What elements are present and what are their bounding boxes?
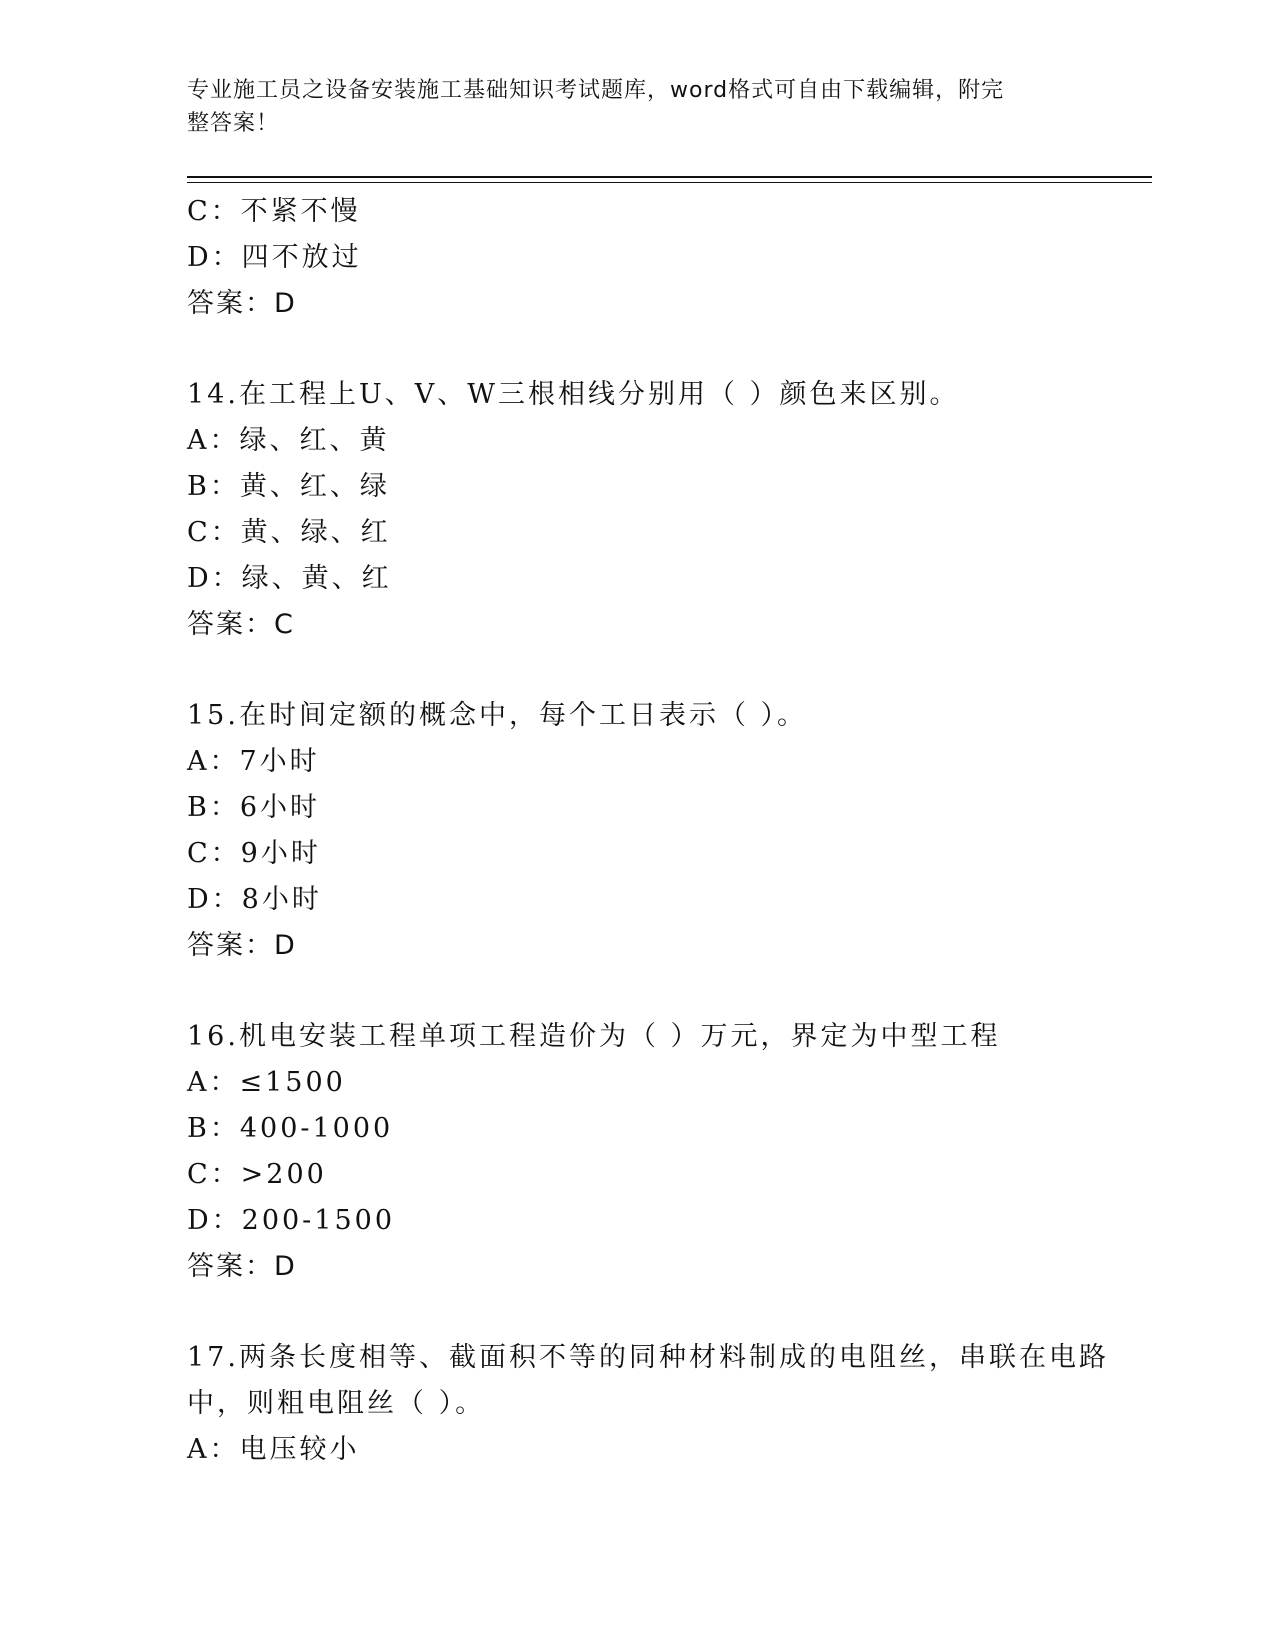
header-divider-thin: [187, 182, 1152, 183]
spacer: [187, 969, 1087, 1014]
option-c: C：黄、绿、红: [187, 517, 391, 548]
header-title-line-1: 专业施工员之设备安装施工基础知识考试题库，word格式可自由下载编辑，附完: [187, 78, 1005, 103]
question-content: [187, 189, 1109, 1473]
answer-line: 答案：D: [187, 288, 297, 319]
option-a: A：7小时: [187, 746, 320, 777]
header-title-line-2: 整答案！: [187, 111, 280, 136]
option-a: A：电压较小: [187, 1434, 360, 1465]
option-c: C：>200: [187, 1159, 327, 1190]
header-divider-thick: [187, 176, 1152, 178]
question-text: 16.机电安装工程单项工程造价为（ ）万元，界定为中型工程: [187, 1021, 1001, 1052]
document-header: [187, 74, 1067, 140]
option-b: B：6小时: [187, 792, 321, 823]
option-b: B：黄、红、绿: [187, 471, 390, 502]
option-c: C：9小时: [187, 838, 321, 869]
option-a: A：绿、红、黄: [187, 425, 390, 456]
option-d: D：8小时: [187, 884, 322, 915]
answer-line: 答案：D: [187, 930, 297, 961]
question-14: [187, 372, 1087, 648]
question-text-continued: 中，则粗电阻丝（ ）。: [187, 1388, 486, 1419]
question-17: [187, 1335, 1109, 1473]
answer-line: 答案：D: [187, 1251, 297, 1282]
question-text: 15.在时间定额的概念中，每个工日表示（ ）。: [187, 700, 808, 731]
answer-line: 答案：C: [187, 609, 295, 640]
spacer: [187, 327, 1087, 372]
question-text: 17.两条长度相等、截面积不等的同种材料制成的电阻丝，串联在电路: [187, 1342, 1109, 1373]
question-15: [187, 693, 1087, 969]
option-b: B：400-1000: [187, 1113, 394, 1144]
option-d: D：绿、黄、红: [187, 563, 392, 594]
spacer: [187, 648, 1087, 693]
option-d: D：200-1500: [187, 1205, 396, 1236]
spacer: [187, 1290, 1087, 1335]
option-c: C：不紧不慢: [187, 196, 361, 227]
carryover-block: [187, 189, 1087, 327]
option-a: A：≤1500: [187, 1067, 346, 1098]
question-16: [187, 1014, 1087, 1290]
question-text: 14.在工程上U、V、W三根相线分别用（ ）颜色来区别。: [187, 379, 960, 410]
option-d: D：四不放过: [187, 242, 362, 273]
